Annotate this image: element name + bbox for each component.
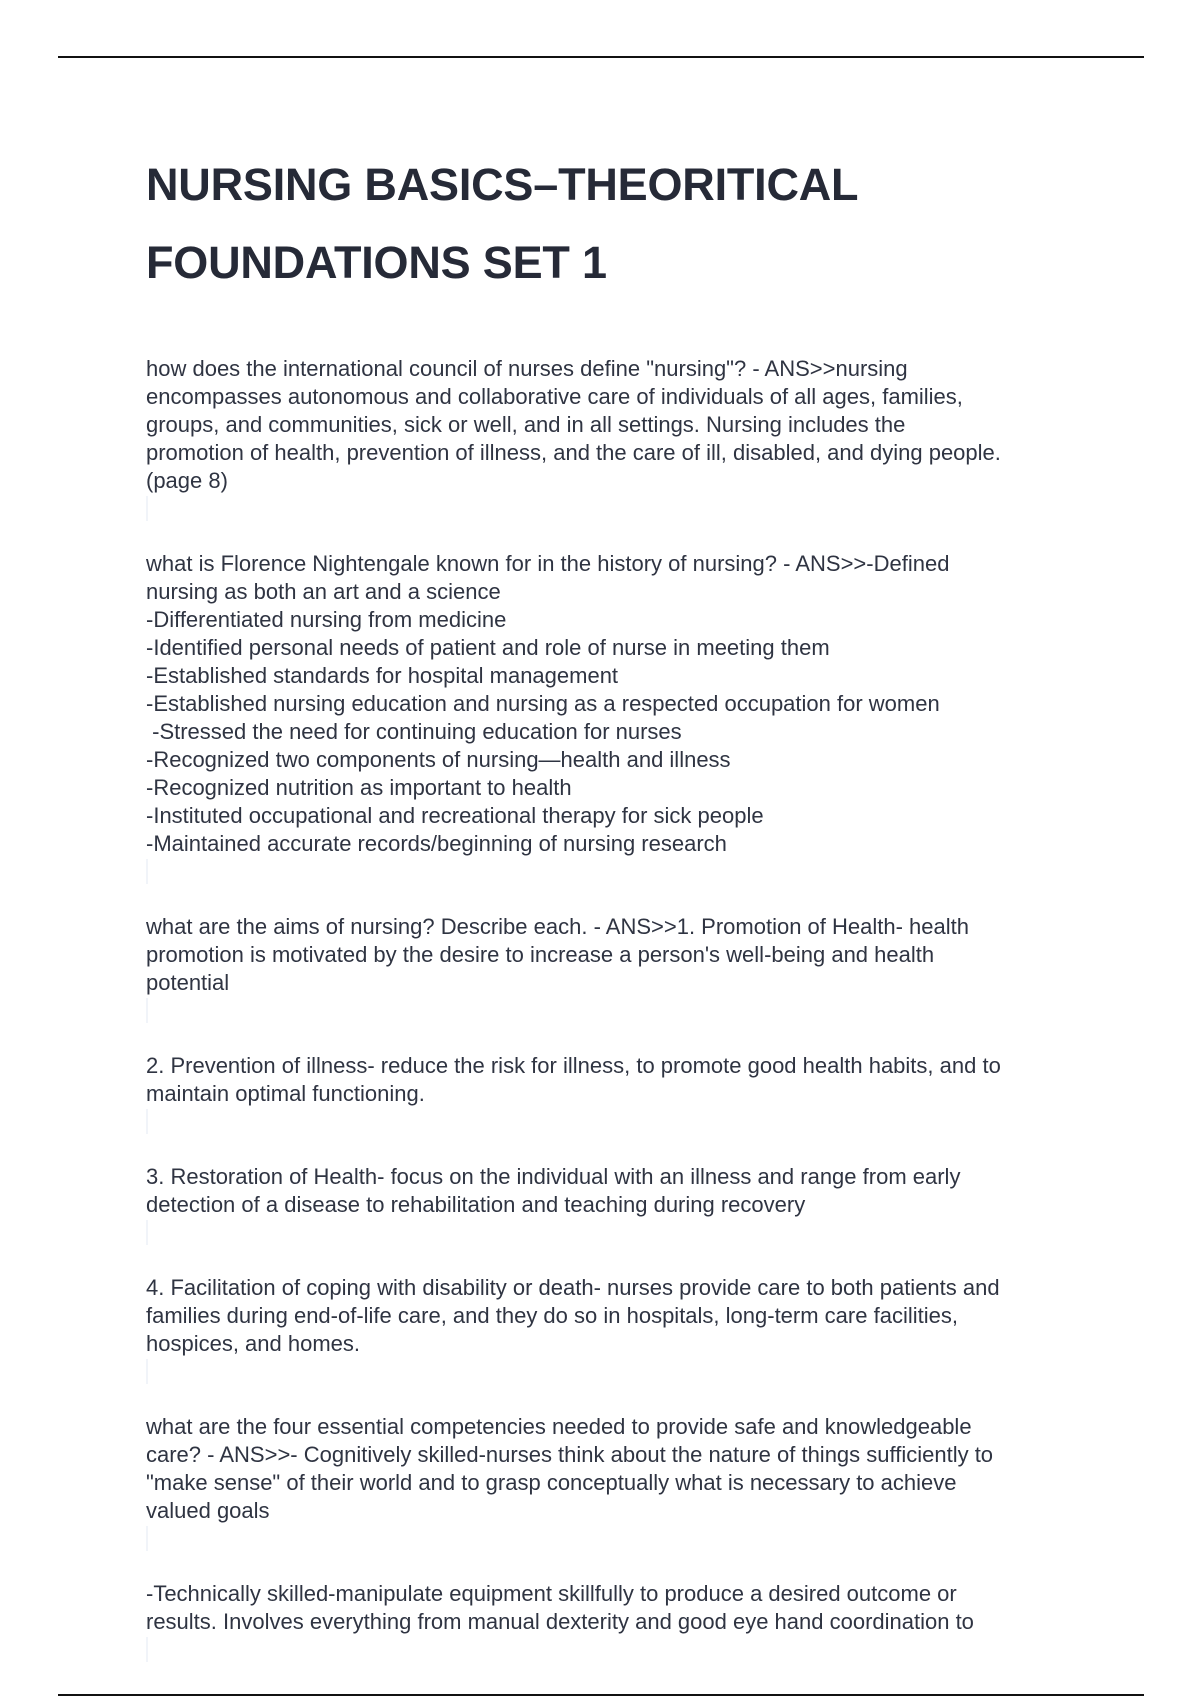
text-line: "make sense" of their world and to grasp conceptually what is necessary to achieve bbox=[146, 1470, 957, 1495]
text-line: hospices, and homes. bbox=[146, 1331, 361, 1356]
text-line: what are the aims of nursing? Describe each. - ANS>>1. Promotion of Health- health bbox=[146, 914, 969, 939]
document-body bbox=[146, 355, 1096, 1664]
text-line: 2. Prevention of illness- reduce the risk for illness, to promote good health habits, and to bbox=[146, 1053, 1001, 1078]
aim-coping-paragraph bbox=[146, 1274, 1096, 1386]
text-line: -Technically skilled-manipulate equipment skillfully to produce a desired outcome or bbox=[146, 1581, 957, 1606]
text-line: what are the four essential competencies needed to provide safe and knowledgeable bbox=[146, 1414, 972, 1439]
text-line: -Recognized two components of nursing—health and illness bbox=[146, 747, 731, 772]
qa-paragraph-nightingale bbox=[146, 550, 1096, 886]
aim-restoration-paragraph bbox=[146, 1163, 1096, 1247]
text-line: (page 8) bbox=[146, 468, 228, 493]
text-line: how does the international council of nurses define "nursing"? - ANS>>nursing bbox=[146, 356, 908, 381]
title-line: FOUNDATIONS SET 1 bbox=[146, 237, 607, 288]
text-line: valued goals bbox=[146, 1498, 270, 1523]
text-line: -Identified personal needs of patient and role of nurse in meeting them bbox=[146, 635, 830, 660]
text-line: what is Florence Nightengale known for in the history of nursing? - ANS>>-Defined bbox=[146, 551, 950, 576]
title-line: NURSING BASICS–THEORITICAL bbox=[146, 159, 859, 210]
text-line: detection of a disease to rehabilitation and teaching during recovery bbox=[146, 1192, 806, 1217]
text-line: -Maintained accurate records/beginning of nursing research bbox=[146, 831, 727, 856]
text-line: 4. Facilitation of coping with disability or death- nurses provide care to both patients and bbox=[146, 1275, 1000, 1300]
qa-paragraph-icn-definition bbox=[146, 355, 1096, 523]
text-line: -Instituted occupational and recreational therapy for sick people bbox=[146, 803, 764, 828]
text-line: promotion is motivated by the desire to increase a person's well-being and health bbox=[146, 942, 935, 967]
text-line: -Recognized nutrition as important to health bbox=[146, 775, 572, 800]
document-title bbox=[146, 146, 1096, 302]
text-line: 3. Restoration of Health- focus on the individual with an illness and range from early bbox=[146, 1164, 961, 1189]
text-line: promotion of health, prevention of illness, and the care of ill, disabled, and dying people. bbox=[146, 440, 1001, 465]
text-line: results. Involves everything from manual dexterity and good eye hand coordination to bbox=[146, 1609, 974, 1634]
aim-prevention-paragraph bbox=[146, 1052, 1096, 1136]
text-line: care? - ANS>>- Cognitively skilled-nurses think about the nature of things sufficiently to bbox=[146, 1442, 994, 1467]
qa-paragraph-aims bbox=[146, 913, 1096, 1025]
text-line: encompasses autonomous and collaborative care of individuals of all ages, families, bbox=[146, 384, 963, 409]
text-line: potential bbox=[146, 970, 230, 995]
text-line: -Differentiated nursing from medicine bbox=[146, 607, 507, 632]
text-line: groups, and communities, sick or well, and in all settings. Nursing includes the bbox=[146, 412, 906, 437]
qa-paragraph-competencies bbox=[146, 1413, 1096, 1553]
text-line: families during end-of-life care, and they do so in hospitals, long-term care facilities, bbox=[146, 1303, 958, 1328]
text-line: maintain optimal functioning. bbox=[146, 1081, 425, 1106]
header-rule bbox=[58, 56, 1144, 58]
technically-skilled-paragraph bbox=[146, 1580, 1096, 1664]
text-line: -Established nursing education and nursing as a respected occupation for women bbox=[146, 691, 940, 716]
document-page bbox=[146, 146, 1096, 1691]
footer-rule bbox=[58, 1694, 1144, 1696]
text-line: -Established standards for hospital management bbox=[146, 663, 619, 688]
text-line: -Stressed the need for continuing education for nurses bbox=[146, 719, 682, 744]
text-line: nursing as both an art and a science bbox=[146, 579, 501, 604]
